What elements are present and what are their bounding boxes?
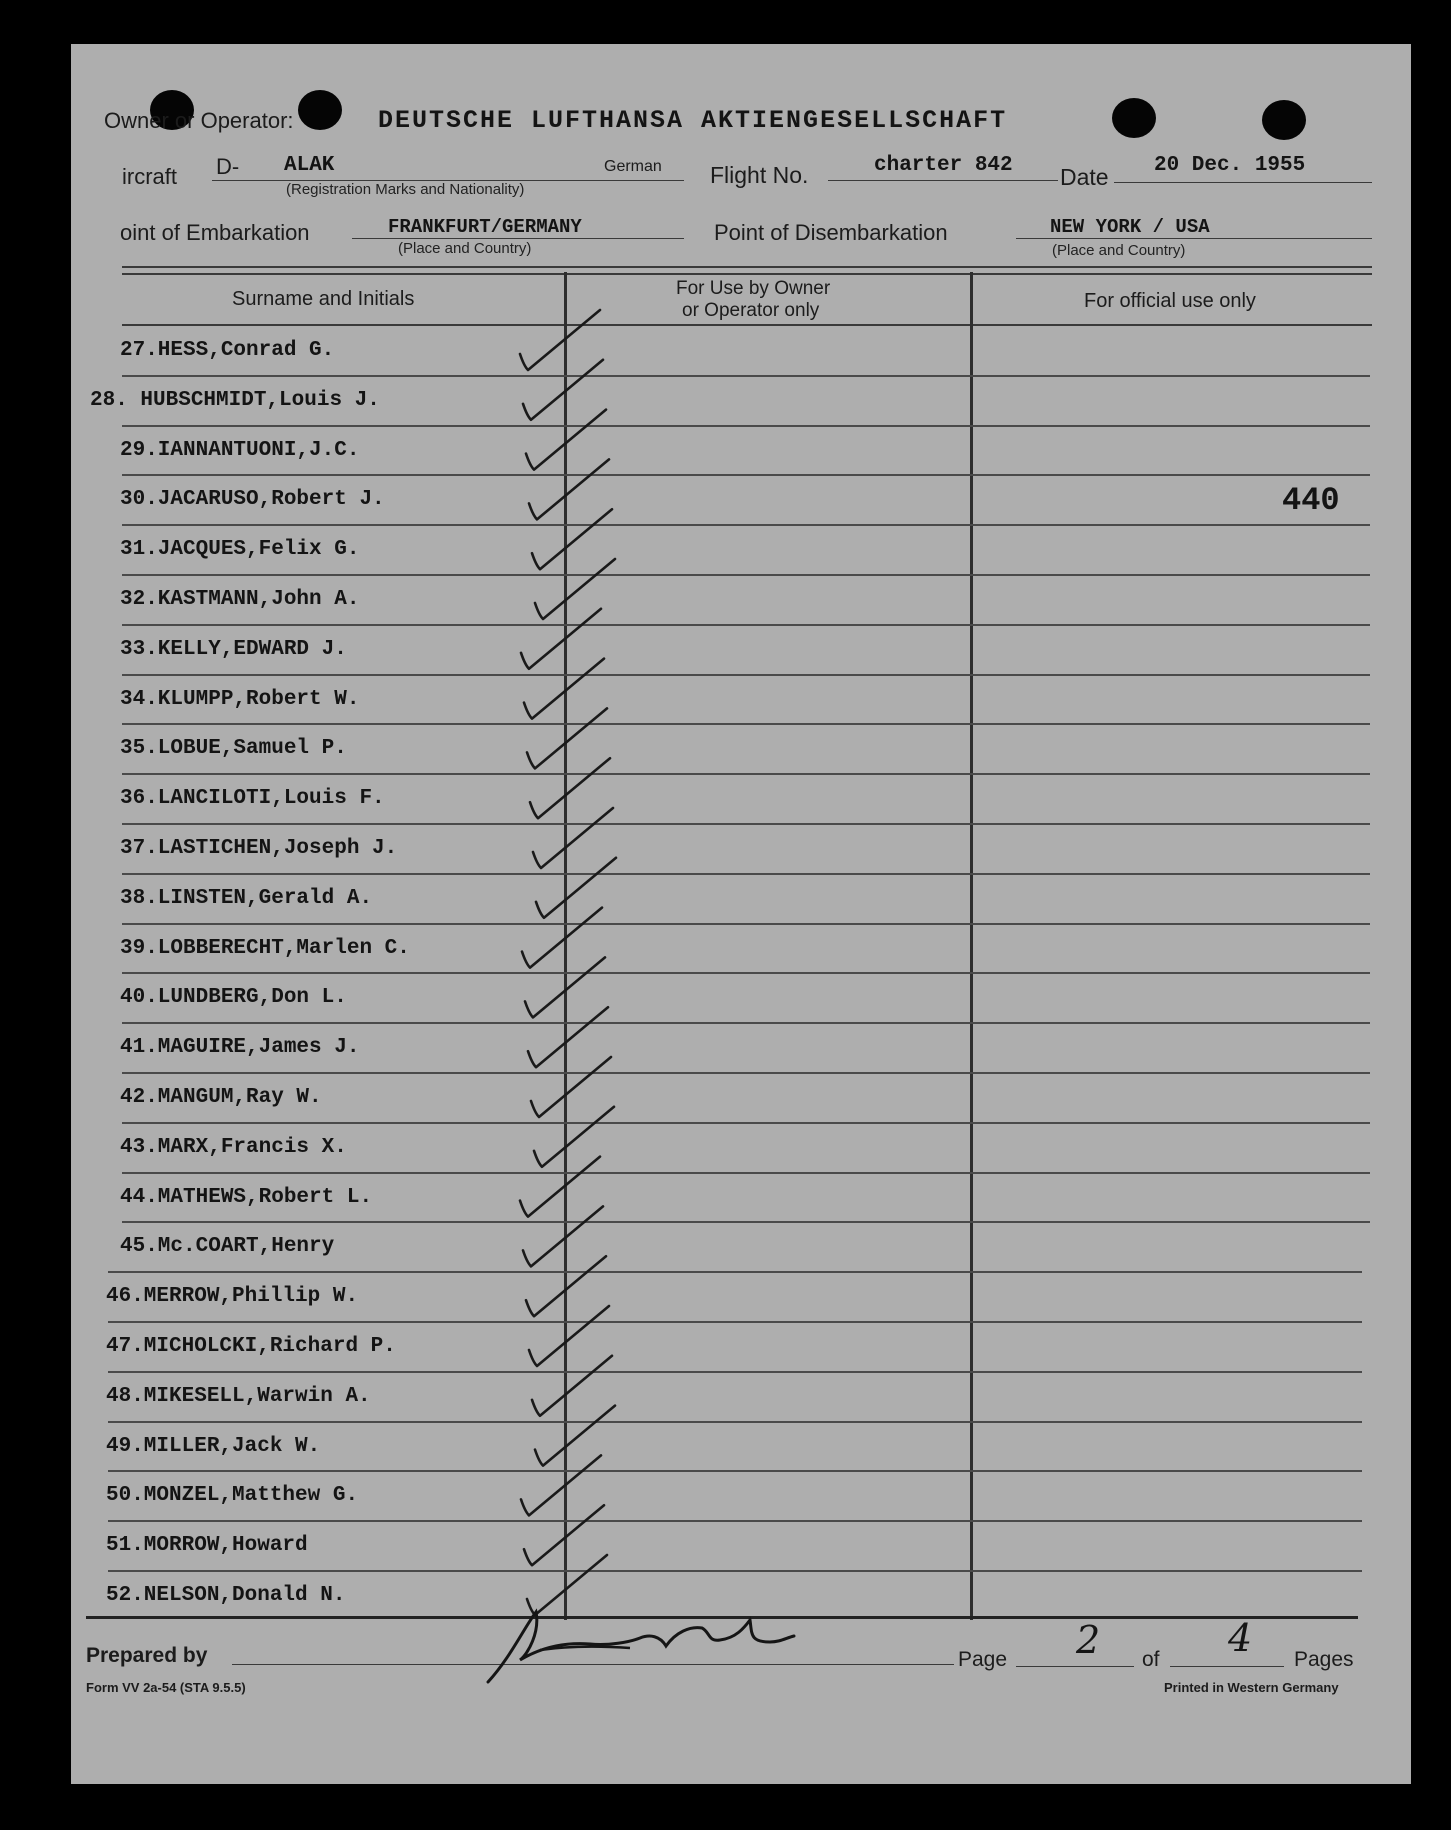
passenger-name: 41.MAGUIRE,James J. <box>120 1036 360 1060</box>
passenger-name: 50.MONZEL,Matthew G. <box>106 1484 359 1508</box>
disembark-value: NEW YORK / USA <box>1050 216 1210 238</box>
check-mark <box>524 659 604 719</box>
passenger-name: 47.MICHOLCKI,Richard P. <box>106 1335 396 1358</box>
passenger-name: 39.LOBBERECHT,Marlen C. <box>120 936 410 960</box>
passenger-name: 52.NELSON,Donald N. <box>106 1584 346 1607</box>
passenger-name: 48.MIKESELL,Warwin A. <box>106 1384 371 1408</box>
check-mark <box>533 808 613 868</box>
registration-caption: (Registration Marks and Nationality) <box>286 181 525 198</box>
passenger-name: 36.LANCILOTI,Louis F. <box>120 787 385 811</box>
passenger-name: 43.MARX,Francis X. <box>120 1135 347 1159</box>
date-label: Date <box>1060 164 1109 190</box>
flight-label: Flight No. <box>710 162 809 188</box>
passenger-name: 32.KASTMANN,John A. <box>120 588 360 611</box>
check-mark <box>534 1107 614 1167</box>
embark-caption: (Place and Country) <box>398 240 532 257</box>
flight-value: charter 842 <box>874 154 1013 177</box>
passenger-name: 35.LOBUE,Samuel P. <box>120 737 347 761</box>
passenger-name: 44.MATHEWS,Robert L. <box>120 1185 373 1209</box>
check-mark <box>528 1007 608 1067</box>
embark-label: oint of Embarkation <box>120 220 310 245</box>
check-mark <box>532 509 612 569</box>
passenger-name: 37.LASTICHEN,Joseph J. <box>120 837 398 860</box>
owner-value: DEUTSCHE LUFTHANSA AKTIENGESELLSCHAFT <box>378 106 1008 135</box>
passenger-name: 31.JACQUES,Felix G. <box>120 538 360 562</box>
passenger-name: 46.MERROW,Phillip W. <box>106 1285 359 1309</box>
aircraft-prefix: D- <box>216 154 240 179</box>
check-mark <box>531 1057 611 1117</box>
check-mark <box>535 1406 615 1466</box>
check-mark <box>523 360 603 420</box>
passenger-name: 40.LUNDBERG,Don L. <box>120 986 347 1010</box>
passenger-name: 28. HUBSCHMIDT,Louis J. <box>90 388 380 412</box>
signature <box>480 1598 800 1688</box>
check-mark <box>521 1455 601 1515</box>
check-mark <box>523 1206 603 1266</box>
check-mark <box>532 1356 612 1416</box>
disembark-label: Point of Disembarkation <box>714 220 948 245</box>
printed-in: Printed in Western Germany <box>1164 1680 1339 1695</box>
check-mark <box>526 1256 606 1316</box>
check-mark <box>524 1505 604 1565</box>
page-label: Page <box>958 1648 1008 1671</box>
of-underline <box>1170 1666 1284 1667</box>
aircraft-nationality: German <box>604 158 662 175</box>
check-mark <box>526 410 606 470</box>
check-mark <box>520 1157 600 1217</box>
passenger-name: 38.LINSTEN,Gerald A. <box>120 886 373 910</box>
column-header-official: For official use only <box>1084 290 1256 312</box>
passenger-name: 34.KLUMPP,Robert W. <box>120 687 360 711</box>
of-label: of <box>1142 1648 1160 1671</box>
check-mark <box>529 459 609 519</box>
passenger-name: 45.Mc.COART,Henry <box>120 1235 335 1259</box>
aircraft-label: ircraft <box>122 164 177 189</box>
check-mark <box>527 708 607 768</box>
disembark-caption: (Place and Country) <box>1052 242 1186 259</box>
page-number: 2 <box>1076 1618 1101 1662</box>
column-header-surname: Surname and Initials <box>232 288 415 310</box>
pages-label: Pages <box>1294 1648 1354 1671</box>
passenger-name: 33.KELLY,EDWARD J. <box>120 637 347 661</box>
column-header-owner: For Use by Owner <box>676 278 831 299</box>
check-mark <box>520 310 600 370</box>
aircraft-registration: ALAK <box>284 154 335 177</box>
check-mark <box>530 758 610 818</box>
passenger-name: 27.HESS,Conrad G. <box>120 339 335 362</box>
date-value: 20 Dec. 1955 <box>1154 154 1306 177</box>
check-mark <box>522 908 602 968</box>
passenger-name: 49.MILLER,Jack W. <box>106 1434 321 1458</box>
total-pages: 4 <box>1228 1616 1253 1660</box>
form-code: Form VV 2a-54 (STA 9.5.5) <box>86 1680 246 1695</box>
passenger-name: 29.IANNANTUONI,J.C. <box>120 438 360 462</box>
check-mark <box>529 1306 609 1366</box>
passenger-name: 42.MANGUM,Ray W. <box>120 1086 322 1109</box>
passenger-name: 30.JACARUSO,Robert J. <box>120 488 385 512</box>
owner-label: Owner or Operator: <box>104 108 294 133</box>
prepared-by-label: Prepared by <box>86 1644 208 1667</box>
check-mark <box>521 609 601 669</box>
check-mark <box>525 957 605 1017</box>
check-mark <box>535 559 615 619</box>
page-underline <box>1016 1666 1134 1667</box>
official-note: 440 <box>1282 482 1340 519</box>
embark-value: FRANKFURT/GERMANY <box>388 216 582 238</box>
passenger-name: 51.MORROW,Howard <box>106 1534 308 1558</box>
column-header-owner-line2: or Operator only <box>682 300 820 321</box>
check-mark <box>536 858 616 918</box>
